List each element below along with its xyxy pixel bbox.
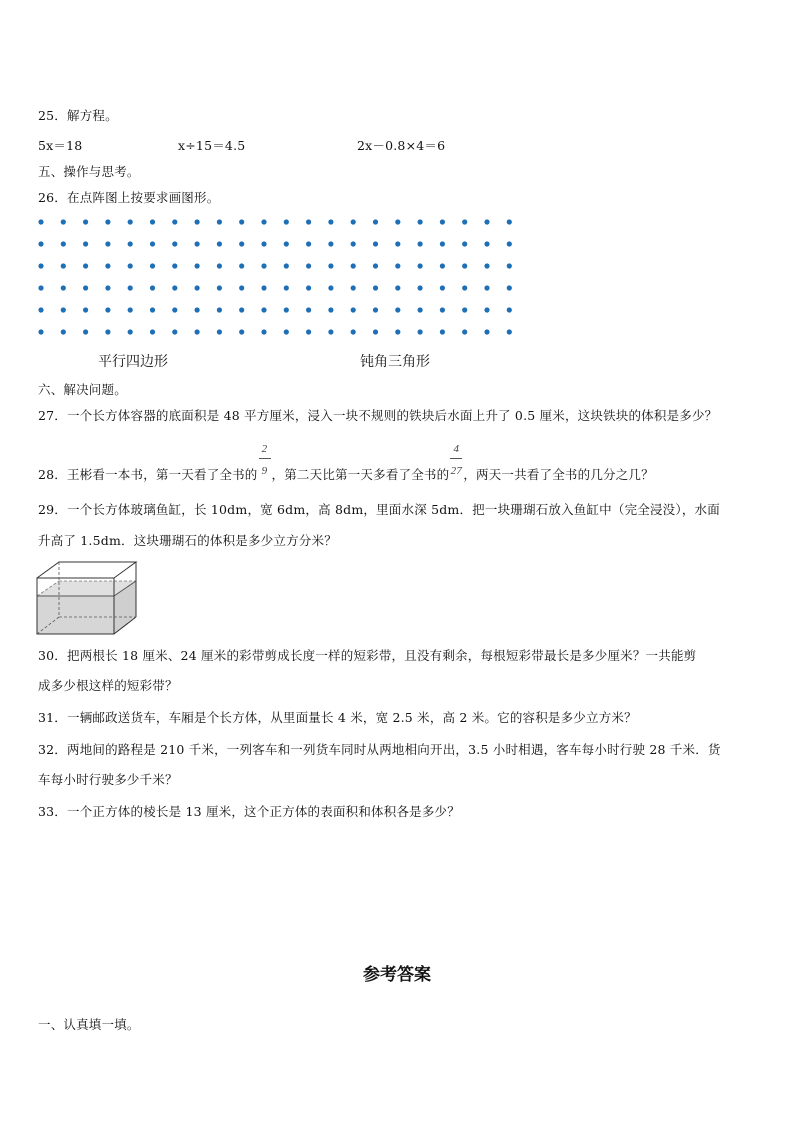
answer-section-1-heading: 一、认真填一填。 — [38, 1017, 140, 1032]
grid-dot — [373, 219, 378, 224]
fraction-denominator: 27 — [450, 465, 463, 477]
grid-dot — [61, 241, 66, 246]
grid-dot — [306, 329, 311, 334]
q25-equation-1: 5x＝18 — [38, 138, 83, 153]
grid-dot — [105, 285, 110, 290]
grid-dot — [484, 307, 489, 312]
grid-dot — [507, 285, 512, 290]
grid-dot — [83, 241, 88, 246]
grid-dot — [239, 329, 244, 334]
grid-dot — [306, 307, 311, 312]
grid-dot — [239, 307, 244, 312]
grid-dot — [418, 219, 423, 224]
grid-dot — [328, 307, 333, 312]
grid-dot — [440, 329, 445, 334]
grid-dot — [195, 241, 200, 246]
grid-dot — [284, 263, 289, 268]
grid-dot — [462, 219, 467, 224]
grid-dot — [484, 241, 489, 246]
grid-dot — [150, 219, 155, 224]
q28-text — [38, 443, 654, 483]
grid-dot — [128, 329, 133, 334]
grid-dot — [61, 263, 66, 268]
grid-dot — [195, 263, 200, 268]
grid-dot — [351, 241, 356, 246]
section-6-heading: 六、解决问题。 — [38, 382, 127, 397]
grid-dot — [351, 307, 356, 312]
grid-dot — [373, 263, 378, 268]
q31-text: 31．一辆邮政送货车，车厢是个长方体，从里面量长 4 米，宽 2.5 米，高 2 米。它的容积是多少立方米？ — [38, 710, 637, 725]
q27-text: 27．一个长方体容器的底面积是 48 平方厘米，浸入一块不规则的铁块后水面上升了 0.5 厘米，这块铁块的体积是多少？ — [38, 408, 718, 423]
grid-dot — [373, 285, 378, 290]
grid-dot — [61, 285, 66, 290]
grid-dot — [105, 219, 110, 224]
grid-dot — [128, 285, 133, 290]
grid-dot — [261, 307, 266, 312]
grid-dot — [150, 329, 155, 334]
grid-dot — [440, 285, 445, 290]
grid-dot — [217, 219, 222, 224]
grid-dot — [395, 329, 400, 334]
grid-dot — [373, 241, 378, 246]
q28-part-2: ，第二天比第一天多看了全书的 — [271, 467, 450, 482]
grid-dot — [172, 329, 177, 334]
grid-dot — [83, 263, 88, 268]
fraction-numerator: 2 — [261, 443, 268, 455]
grid-dot — [261, 241, 266, 246]
grid-dot — [484, 219, 489, 224]
q33-text: 33．一个正方体的棱长是 13 厘米，这个正方体的表面积和体积各是多少？ — [38, 804, 460, 819]
grid-dot — [306, 241, 311, 246]
grid-dot — [83, 329, 88, 334]
grid-dot — [284, 219, 289, 224]
grid-dot — [172, 263, 177, 268]
grid-dot — [395, 241, 400, 246]
grid-dot — [284, 241, 289, 246]
grid-dot — [239, 263, 244, 268]
grid-dot — [418, 307, 423, 312]
grid-dot — [462, 241, 467, 246]
grid-dot — [105, 307, 110, 312]
grid-dot — [395, 285, 400, 290]
grid-dot — [373, 307, 378, 312]
grid-dot — [195, 285, 200, 290]
grid-dot — [61, 329, 66, 334]
grid-dot — [105, 263, 110, 268]
grid-dot — [217, 329, 222, 334]
grid-dot — [217, 241, 222, 246]
grid-dot — [38, 285, 43, 290]
grid-dot — [172, 307, 177, 312]
grid-dot — [61, 219, 66, 224]
grid-dot — [507, 241, 512, 246]
grid-dot — [239, 285, 244, 290]
grid-dot — [462, 329, 467, 334]
grid-dot — [418, 263, 423, 268]
grid-dot — [38, 263, 43, 268]
grid-dot — [395, 263, 400, 268]
q28-part-3: ，两天一共看了全书的几分之几？ — [463, 467, 654, 482]
grid-dot — [105, 329, 110, 334]
q29-line-1: 29．一个长方体玻璃鱼缸，长 10dm，宽 6dm，高 8dm，里面水深 5dm．把一块珊瑚石放入鱼缸中（完全浸没），水面 — [38, 502, 720, 517]
grid-dot — [217, 285, 222, 290]
fraction-4-27 — [449, 443, 463, 479]
grid-dot — [462, 307, 467, 312]
grid-dot — [507, 219, 512, 224]
grid-dot — [261, 285, 266, 290]
grid-dot — [395, 307, 400, 312]
grid-dot — [150, 307, 155, 312]
grid-dot — [507, 307, 512, 312]
grid-dot — [418, 241, 423, 246]
grid-dot — [484, 329, 489, 334]
grid-dot — [373, 329, 378, 334]
grid-dot — [128, 307, 133, 312]
grid-dot — [61, 307, 66, 312]
grid-dot — [418, 329, 423, 334]
grid-dot — [440, 241, 445, 246]
dot-grid — [30, 212, 520, 342]
q30-line-2: 成多少根这样的短彩带？ — [38, 678, 178, 693]
fraction-denominator: 9 — [261, 465, 268, 477]
grid-dot — [172, 285, 177, 290]
grid-dot — [195, 219, 200, 224]
grid-dot — [462, 285, 467, 290]
grid-dot — [38, 241, 43, 246]
grid-dot — [128, 241, 133, 246]
grid-dot — [128, 263, 133, 268]
grid-dot — [328, 285, 333, 290]
grid-dot — [150, 241, 155, 246]
grid-dot — [306, 285, 311, 290]
grid-dot — [239, 241, 244, 246]
grid-dot — [172, 241, 177, 246]
grid-dot — [328, 263, 333, 268]
grid-dot — [150, 285, 155, 290]
grid-dot — [351, 329, 356, 334]
q25-equation-2: x÷15＝4.5 — [178, 138, 246, 153]
grid-dot — [351, 219, 356, 224]
grid-dot — [484, 263, 489, 268]
grid-dot — [83, 307, 88, 312]
grid-dot — [195, 329, 200, 334]
q25-label: 25．解方程。 — [38, 108, 118, 123]
grid-dot — [284, 307, 289, 312]
section-5-heading: 五、操作与思考。 — [38, 164, 140, 179]
grid-dot — [351, 263, 356, 268]
grid-dot — [83, 219, 88, 224]
grid-dot — [395, 219, 400, 224]
grid-dot — [351, 285, 356, 290]
q32-line-1: 32．两地间的路程是 210 千米，一列客车和一列货车同时从两地相向开出，3.5 小时相遇，客车每小时行驶 28 千米．货 — [38, 742, 721, 757]
grid-dot — [484, 285, 489, 290]
grid-dot — [217, 263, 222, 268]
q28-part-1: 28．王彬看一本书，第一天看了全书的 — [38, 467, 258, 482]
grid-dot — [440, 263, 445, 268]
grid-dot — [284, 329, 289, 334]
grid-dot — [284, 285, 289, 290]
grid-dot — [38, 307, 43, 312]
grid-dot — [261, 263, 266, 268]
q29-line-2: 升高了 1.5dm．这块珊瑚石的体积是多少立方分米？ — [38, 533, 337, 548]
grid-dot — [261, 329, 266, 334]
fraction-2-9 — [258, 443, 272, 479]
grid-dot — [239, 219, 244, 224]
grid-dot — [261, 219, 266, 224]
grid-dot — [507, 329, 512, 334]
grid-dot — [172, 219, 177, 224]
grid-dot — [105, 241, 110, 246]
caption-obtuse-triangle: 钝角三角形 — [360, 354, 430, 370]
grid-dot — [195, 307, 200, 312]
grid-dot — [507, 263, 512, 268]
grid-dot — [150, 263, 155, 268]
grid-dot — [328, 241, 333, 246]
grid-dot — [328, 329, 333, 334]
grid-dot — [217, 307, 222, 312]
grid-dot — [128, 219, 133, 224]
q30-line-1: 30．把两根长 18 厘米、24 厘米的彩带剪成长度一样的短彩带，且没有剩余，每根短彩带最长是多少厘米？一共能剪 — [38, 648, 697, 663]
q26-label: 26．在点阵图上按要求画图形。 — [38, 190, 220, 205]
grid-dot — [38, 219, 43, 224]
grid-dot — [306, 219, 311, 224]
grid-dot — [440, 307, 445, 312]
grid-dot — [328, 219, 333, 224]
q25-equation-3: 2x－0.8×4＝6 — [357, 138, 446, 153]
grid-dot — [306, 263, 311, 268]
grid-dot — [462, 263, 467, 268]
fish-tank-figure — [36, 560, 140, 638]
grid-dot — [38, 329, 43, 334]
grid-dot — [440, 219, 445, 224]
q32-line-2: 车每小时行驶多少千米？ — [38, 772, 178, 787]
answer-title: 参考答案 — [363, 965, 431, 985]
caption-parallelogram: 平行四边形 — [98, 354, 168, 370]
grid-dot — [83, 285, 88, 290]
grid-dot — [418, 285, 423, 290]
fraction-numerator: 4 — [453, 443, 460, 455]
